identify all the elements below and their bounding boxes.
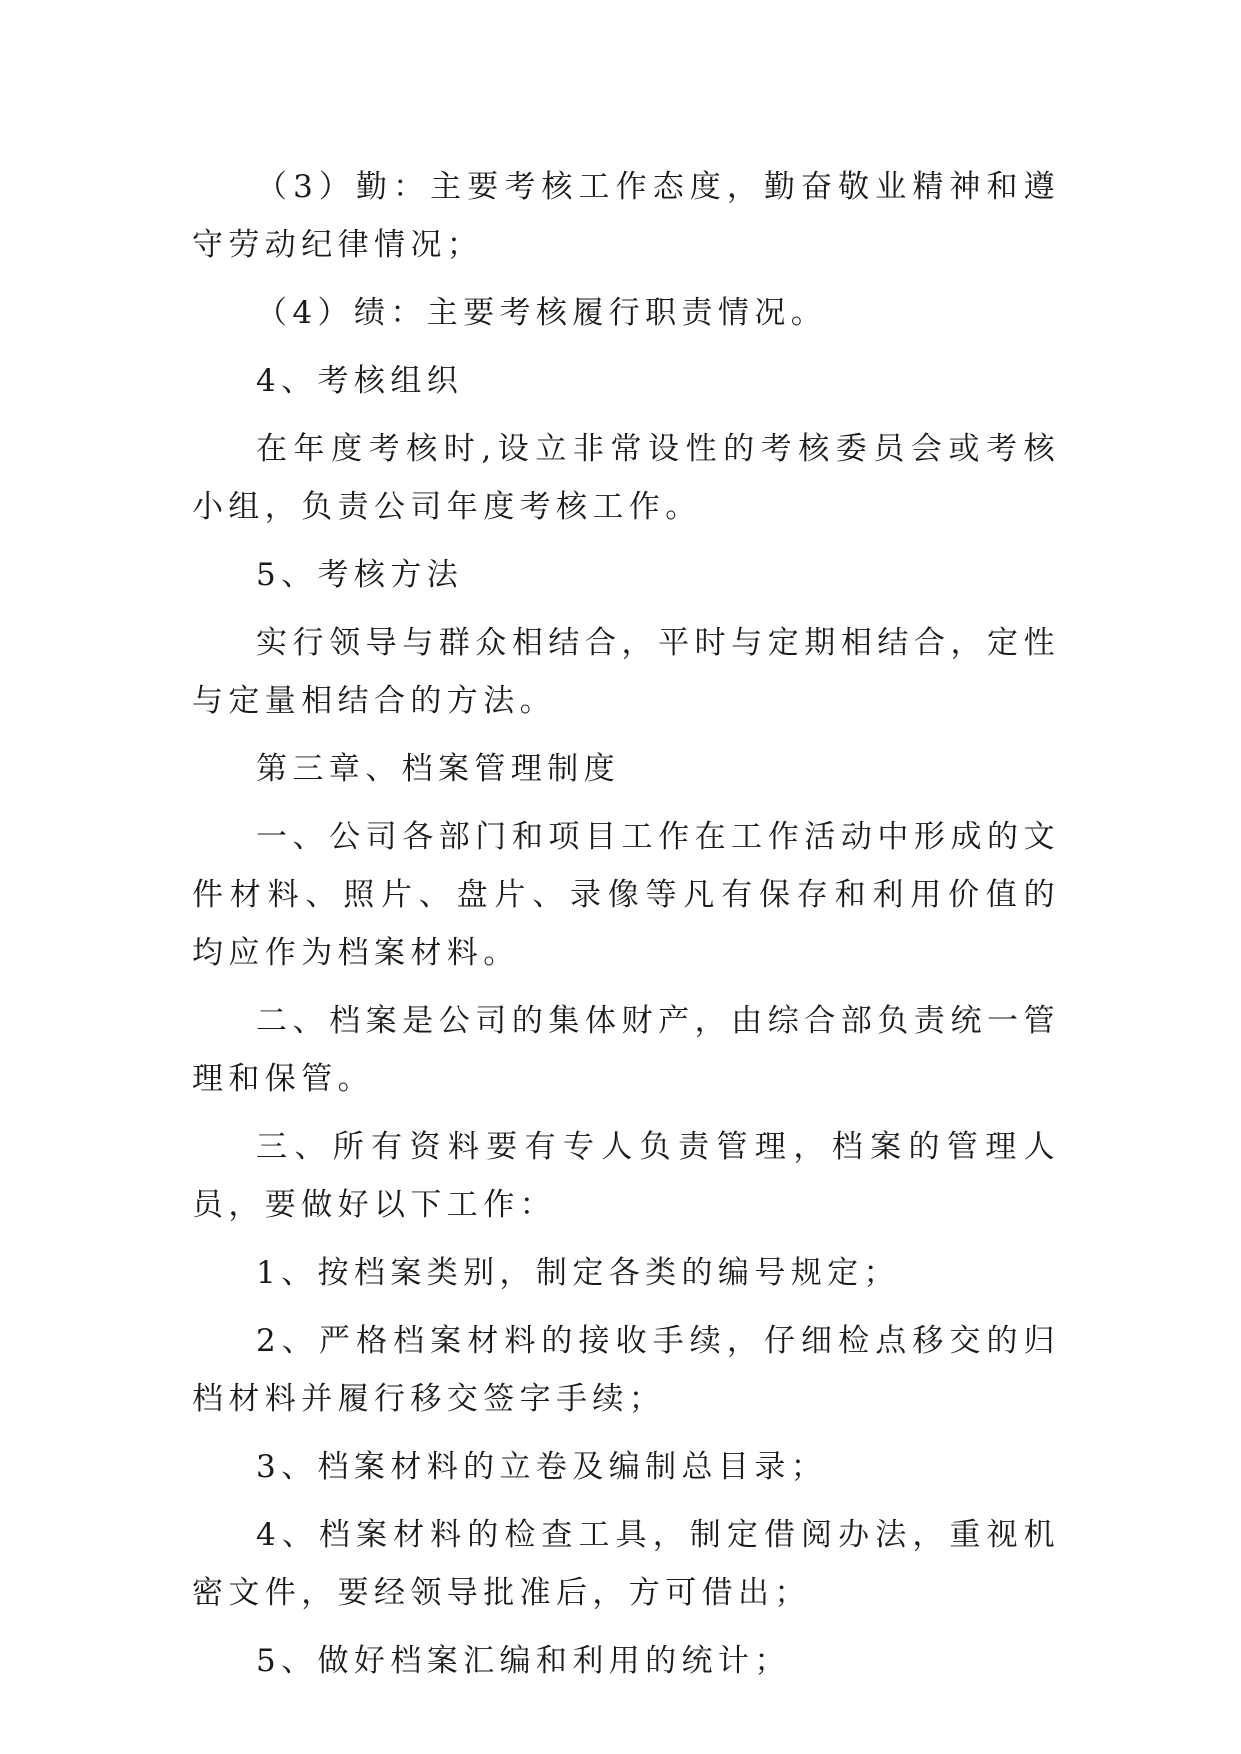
paragraph-archive-ownership: 二、档案是公司的集体财产，由综合部负责统一管理和保管。 bbox=[192, 1003, 1060, 1097]
list-item-borrowing-rules: 4、档案材料的检查工具，制定借阅办法，重视机密文件，要经领导批准后，方可借出； bbox=[192, 1517, 1060, 1611]
paragraph-assessment-method: 实行领导与群众相结合，平时与定期相结合，定性与定量相结合的方法。 bbox=[192, 625, 1060, 719]
list-item-receipt-procedures: 2、严格档案材料的接收手续，仔细检点移交的归档材料并履行移交签字手续； bbox=[192, 1323, 1060, 1417]
document-page bbox=[192, 158, 1060, 1700]
heading-assessment-method: 5、考核方法 bbox=[256, 557, 464, 593]
paragraph-assessment-committee: 在年度考核时,设立非常设性的考核委员会或考核小组，负责公司年度考核工作。 bbox=[192, 431, 1060, 525]
list-item-statistics: 5、做好档案汇编和利用的统计； bbox=[256, 1643, 791, 1679]
paragraph-diligence: （3）勤：主要考核工作态度，勤奋敬业精神和遵守劳动纪律情况； bbox=[192, 169, 1060, 263]
list-item-numbering-rules: 1、按档案类别，制定各类的编号规定； bbox=[256, 1255, 900, 1291]
chapter-title-archive-management: 第三章、档案管理制度 bbox=[256, 751, 620, 787]
paragraph-performance: （4）绩：主要考核履行职责情况。 bbox=[256, 295, 828, 331]
paragraph-archive-scope: 一、公司各部门和项目工作在工作活动中形成的文件材料、照片、盘片、录像等凡有保存和利用价值的均应作为档案材料。 bbox=[192, 819, 1060, 971]
paragraph-archive-staff-duties: 三、所有资料要有专人负责管理，档案的管理人员，要做好以下工作： bbox=[192, 1129, 1060, 1223]
list-item-filing-catalog: 3、档案材料的立卷及编制总目录； bbox=[256, 1449, 828, 1485]
heading-assessment-organization: 4、考核组织 bbox=[256, 363, 464, 399]
